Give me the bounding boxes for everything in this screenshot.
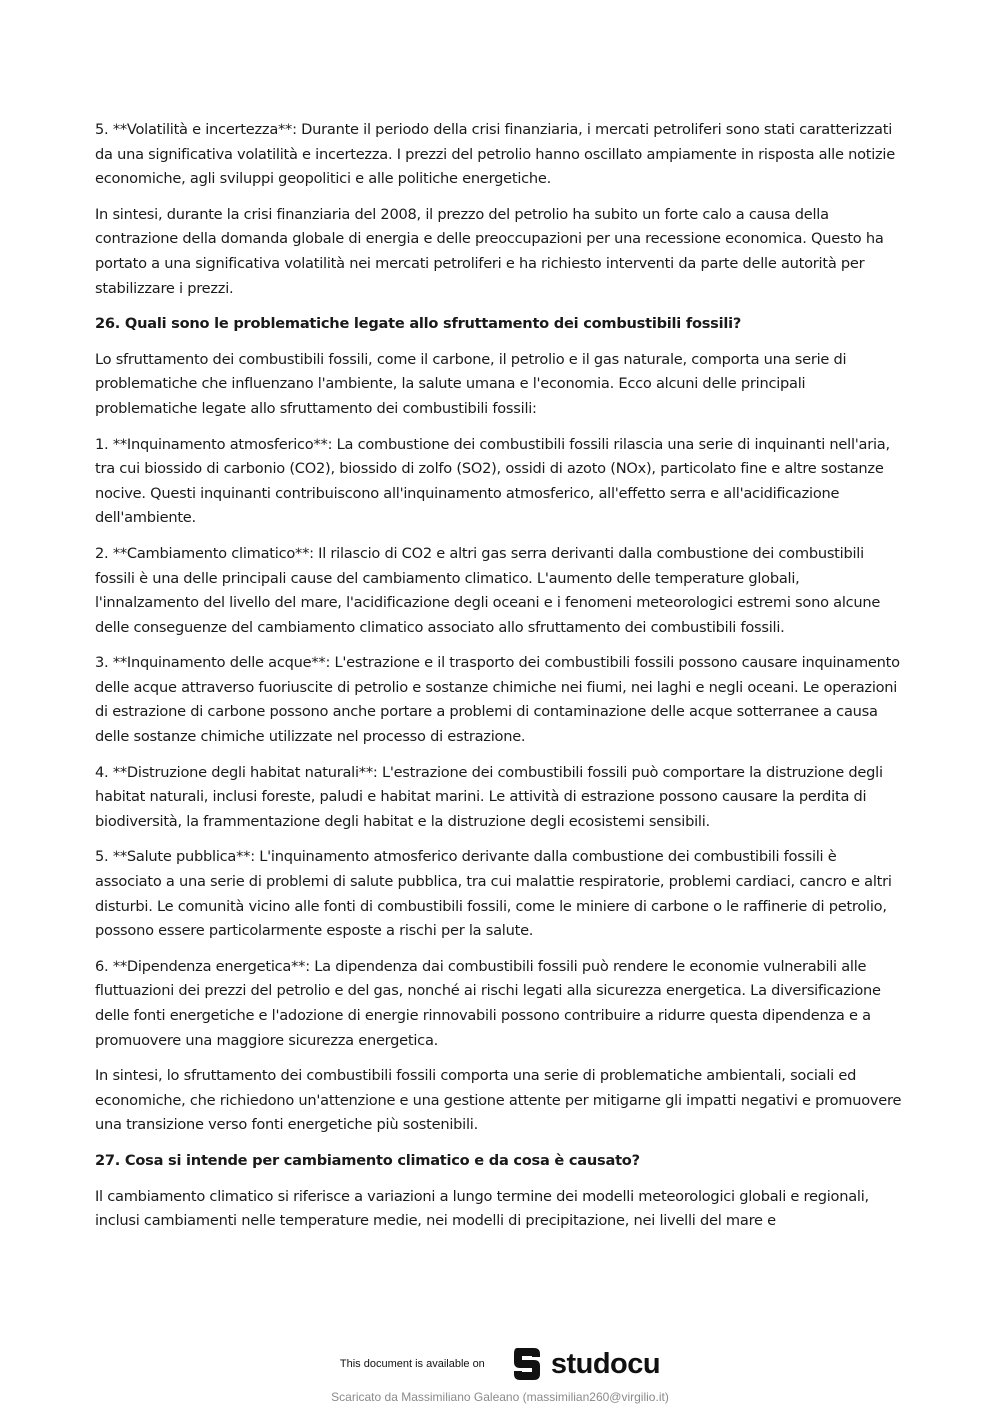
- paragraph-summary-2008: In sintesi, durante la crisi finanziaria del 2008, il prezzo del petrolio ha subito un forte calo a causa della contrazione della domanda globale di energia e delle preoccupazioni per una recessione economica. Questo ha portato a una significativa volatilità nei mercati petroliferi e ha richiesto interventi da parte delle autorità per stabilizzare i prezzi.: [95, 205, 884, 297]
- paragraph-habitat-destruction: 4. **Distruzione degli habitat naturali**: L'estrazione dei combustibili fossili può comportare la distruzione degli habitat naturali, inclusi foreste, paludi e habitat marini. Le attività di estrazione possono causare la perdita di biodiversità, la frammentazione degli habitat e la distruzione degli ecosistemi sensibili.: [95, 763, 883, 830]
- heading-question-26: 26. Quali sono le problematiche legate allo sfruttamento dei combustibili fossili?: [95, 315, 742, 333]
- paragraph-summary-fossil: In sintesi, lo sfruttamento dei combustibili fossili comporta una serie di problematiche ambientali, sociali ed economiche, che richiedono un'attenzione e una gestione attente per mitigarne gli impatti negativi e promuovere una transizione verso fonti energetiche più sostenibili.: [95, 1067, 902, 1134]
- paragraph-water-pollution: 3. **Inquinamento delle acque**: L'estrazione e il trasporto dei combustibili fossili possono causare inquinamento delle acque attraverso fuoriuscite di petrolio e sostanze chimiche nei fiumi, nei laghi e negli oceani. Le operazioni di estrazione di carbone possono anche portare a problemi di contaminazione delle acque sotterranee a causa delle sostanze chimiche utilizzate nel processo di estrazione.: [95, 654, 900, 746]
- paragraph-air-pollution: 1. **Inquinamento atmosferico**: La combustione dei combustibili fossili rilascia una serie di inquinanti nell'aria, tra cui biossido di carbonio (CO2), biossido di zolfo (SO2), ossidi di azoto (NOx), particolato fine e altre sostanze nocive. Questi inquinanti contribuiscono all'inquinamento atmosferico, all'effetto serra e all'acidificazione dell'ambiente.: [95, 435, 890, 527]
- paragraph-energy-dependence: 6. **Dipendenza energetica**: La dipendenza dai combustibili fossili può rendere le economie vulnerabili alle fluttuazioni dei prezzi del petrolio e del gas, nonché ai rischi legati alla sicurezza energetica. La diversificazione delle fonti energetiche e l'adozione di energie rinnovabili possono contribuire a ridurre questa dipendenza e a promuovere una maggiore sicurezza energetica.: [95, 957, 881, 1049]
- studocu-brand[interactable]: [507, 1344, 660, 1384]
- footer-availability: [0, 1344, 1000, 1384]
- download-attribution: Scaricato da Massimiliano Galeano (massimilian260@virgilio.it): [331, 1390, 669, 1404]
- paragraph-climate-change: 2. **Cambiamento climatico**: Il rilascio di CO2 e altri gas serra derivanti dalla combustione dei combustibili fossili è una delle principali cause del cambiamento climatico. L'aumento delle temperature globali, l'innalzamento del livello del mare, l'acidificazione degli oceani e i fenomeni meteorologici estremi sono alcune delle conseguenze del cambiamento climatico associato allo sfruttamento dei combustibili fossili.: [95, 544, 881, 636]
- paragraph-intro-fossil: Lo sfruttamento dei combustibili fossili, come il carbone, il petrolio e il gas naturale, comporta una serie di problematiche che influenzano l'ambiente, la salute umana e l'economia. Ecco alcuni delle principali problematiche legate allo sfruttamento dei combustibili fossili:: [95, 350, 847, 417]
- heading-question-27: 27. Cosa si intende per cambiamento climatico e da cosa è causato?: [95, 1151, 640, 1169]
- paragraph-volatility: 5. **Volatilità e incertezza**: Durante il periodo della crisi finanziaria, i mercati petroliferi sono stati caratterizzati da una significativa volatilità e incertezza. I prezzi del petrolio hanno oscillato ampiamente in risposta alle notizie economiche, agli sviluppi geopolitici e alle politiche energetiche.: [95, 121, 895, 188]
- paragraph-climate-definition: Il cambiamento climatico si riferisce a variazioni a lungo termine dei modelli meteorologici globali e regionali, inclusi cambiamenti nelle temperature medie, nei modelli di precipitazione, nei livelli del mare e: [95, 1187, 869, 1230]
- studocu-logo-icon: [507, 1344, 547, 1384]
- available-on-text: This document is available on: [339, 1358, 485, 1370]
- page-footer: [0, 1340, 1000, 1414]
- paragraph-public-health: 5. **Salute pubblica**: L'inquinamento atmosferico derivante dalla combustione dei combustibili fossili è associato a una serie di problemi di salute pubblica, tra cui malattie respiratorie, problemi cardiaci, cancro e altri disturbi. Le comunità vicino alle fonti di combustibili fossili, come le miniere di carbone o le raffinerie di petrolio, possono essere particolarmente esposte a rischi per la salute.: [95, 848, 892, 940]
- studocu-brand-name: studocu: [550, 1347, 661, 1380]
- document-body: [95, 118, 907, 1245]
